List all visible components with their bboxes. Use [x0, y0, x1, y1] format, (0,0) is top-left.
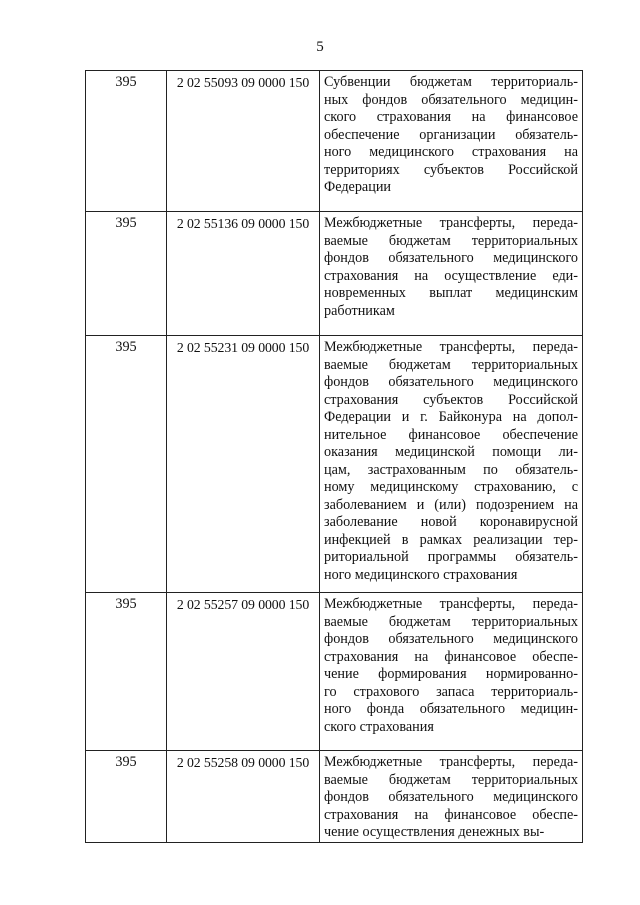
revenue-name-line: страхования субъектов Российской: [324, 391, 578, 408]
revenue-name-line: ного фонда обязательного медицин-: [324, 701, 578, 717]
revenue-name-cell: [320, 593, 583, 751]
table-row: [86, 593, 583, 751]
revenue-name-line: обеспечение организации обязатель-: [324, 126, 578, 143]
revenue-name-line: риториальной программы обязатель-: [324, 549, 578, 565]
revenue-name-line: Межбюджетные трансферты, переда-: [324, 339, 578, 355]
budget-code-cell: 2 02 55258 09 0000 150: [167, 751, 320, 843]
budget-code-cell: 2 02 55231 09 0000 150: [167, 336, 320, 593]
revenue-name-cell: [320, 71, 583, 212]
revenue-name-line: инфекцией в рамках реализации тер-: [324, 531, 578, 548]
revenue-name-line: Межбюджетные трансферты, переда-: [324, 215, 578, 231]
revenue-name-line: Межбюджетные трансферты, переда-: [324, 596, 578, 612]
revenue-name-line: ного медицинского страхования на: [324, 144, 578, 160]
admin-code-cell: 395: [86, 336, 167, 593]
budget-code-cell: 2 02 55136 09 0000 150: [167, 212, 320, 336]
revenue-name-line: ского страхования: [324, 718, 434, 735]
table-row: [86, 336, 583, 593]
revenue-name-line: страхования на финансовое обеспе-: [324, 648, 578, 665]
admin-code-cell: 395: [86, 593, 167, 751]
revenue-name-line: страхования на осуществление еди-: [324, 267, 578, 284]
budget-classification-table: [85, 70, 583, 843]
revenue-name-line: чение осуществления денежных вы-: [324, 824, 545, 840]
revenue-name-line: Межбюджетные трансферты, переда-: [324, 754, 578, 770]
revenue-name-line: нительное финансовое обеспечение: [324, 426, 578, 443]
revenue-name-cell: [320, 336, 583, 593]
revenue-name-line: фондов обязательного медицинского: [324, 631, 578, 647]
revenue-name-line: заболеванием и (или) подозрением на: [324, 496, 578, 513]
revenue-name-line: ному медицинскому страхованию, с: [324, 479, 578, 495]
revenue-name-cell: [320, 751, 583, 843]
revenue-name-line: ного медицинского страхования: [324, 566, 518, 583]
revenue-name-line: ваемые бюджетам территориальных: [324, 232, 578, 249]
revenue-name-line: ваемые бюджетам территориальных: [324, 771, 578, 788]
revenue-name-line: ваемые бюджетам территориальных: [324, 613, 578, 630]
revenue-name-line: работникам: [324, 302, 395, 319]
revenue-name-cell: [320, 212, 583, 336]
table-row: [86, 71, 583, 212]
revenue-name-line: го страхового запаса территориаль-: [324, 683, 578, 700]
revenue-name-line: территориях субъектов Российской: [324, 161, 578, 178]
budget-code-cell: 2 02 55093 09 0000 150: [167, 71, 320, 212]
table-row: [86, 751, 583, 843]
revenue-name-line: ных фондов обязательного медицин-: [324, 91, 578, 108]
revenue-name-line: страхования на финансовое обеспе-: [324, 806, 578, 823]
revenue-name-line: чение формирования нормированно-: [324, 666, 578, 682]
revenue-name-line: ваемые бюджетам территориальных: [324, 356, 578, 373]
page-number: 5: [316, 39, 324, 55]
revenue-name-line: Федерации и г. Байконура на допол-: [324, 409, 578, 425]
revenue-name-line: ского страхования на финансовое: [324, 109, 578, 125]
revenue-name-line: Субвенции бюджетам территориаль-: [324, 74, 578, 90]
revenue-name-line: цам, застрахованным по обязатель-: [324, 461, 578, 478]
revenue-name-line: фондов обязательного медицинского: [324, 250, 578, 266]
admin-code-cell: 395: [86, 751, 167, 843]
revenue-name-line: заболевание новой коронавирусной: [324, 514, 578, 530]
budget-code-cell: 2 02 55257 09 0000 150: [167, 593, 320, 751]
revenue-name-line: фондов обязательного медицинского: [324, 374, 578, 390]
admin-code-cell: 395: [86, 212, 167, 336]
revenue-name-line: фондов обязательного медицинского: [324, 789, 578, 805]
table-row: [86, 212, 583, 336]
revenue-name-line: оказания медицинской помощи ли-: [324, 444, 578, 460]
revenue-name-line: Федерации: [324, 179, 392, 195]
table-body: [86, 71, 583, 843]
revenue-name-line: новременных выплат медицинским: [324, 285, 578, 301]
admin-code-cell: 395: [86, 71, 167, 212]
